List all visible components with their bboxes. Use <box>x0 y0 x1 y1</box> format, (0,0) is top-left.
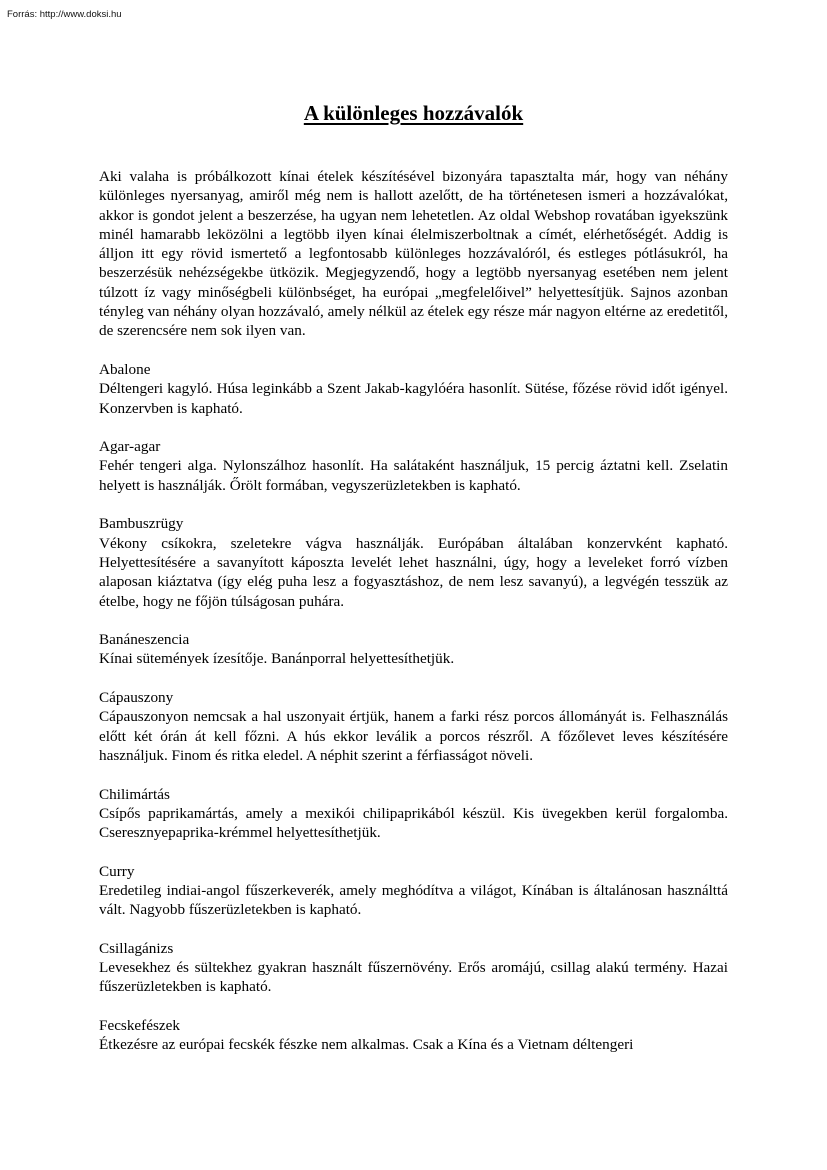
entry-term: Agar-agar <box>99 438 161 456</box>
entry-term: Csillagánizs <box>99 939 174 957</box>
entry-description: Csípős paprikamártás, amely a mexikói chilipaprikából készül. Kis üvegekben kerül forgalomba. Cseresznyepaprika-krémmel helyettesíthetjük. <box>99 804 728 842</box>
entry-term: Cápauszony <box>99 689 174 707</box>
source-note: Forrás: http://www.doksi.hu <box>7 9 122 20</box>
glossary-entry-capauszony <box>99 688 728 765</box>
entry-description: Levesekhez és sültekhez gyakran használt fűszernövény. Erős aromájú, csillag alakú termény. Hazai fűszerüzletekben is kapható. <box>99 959 728 996</box>
entry-description: Fehér tengeri alga. Nylonszálhoz hasonlít. Ha salátaként használjuk, 15 percig áztatni kell. Zselatin helyett is használják. Őrölt formában, vegyszerüzletekben is kapható. <box>99 457 728 494</box>
glossary-entry-agar-agar <box>99 437 728 495</box>
entry-term: Fecskefészek <box>99 1017 180 1035</box>
entry-description: Eredetileg indiai-angol fűszerkeverék, amely meghódítva a világot, Kínában is általánosan használttá vált. Nagyobb fűszerüzletekben is kapható. <box>99 881 728 919</box>
glossary-entry-fecskefeszek <box>99 1016 728 1055</box>
entry-description: Cápauszonyon nemcsak a hal uszonyait értjük, hanem a farki rész porcos állományát is. Felhasználás előtt két órán át kell főzni. A hús ekkor leválik a porcos részről. A főzőlevet leves készítésére használjuk. Finom és ritka eledel. A néphit szerint a férfiasságot növeli. <box>99 708 728 764</box>
entry-term: Curry <box>99 862 135 880</box>
entry-term: Bambuszrügy <box>99 515 184 533</box>
entry-term: Abalone <box>99 360 151 378</box>
glossary-entry-csillaganizs <box>99 939 728 997</box>
glossary-entry-curry <box>99 862 728 920</box>
entry-description: Étkezésre az európai fecskék fészke nem alkalmas. Csak a Kína és a Vietnam déltengeri <box>99 1036 634 1054</box>
entry-description: Déltengeri kagyló. Húsa leginkább a Szent Jakab-kagylóéra hasonlít. Sütése, főzése rövid időt igényel. Konzervben is kapható. <box>99 380 728 417</box>
entry-description: Vékony csíkokra, szeletekre vágva használják. Európában általában konzervként kapható. Helyettesítésére a savanyított káposzta levelét lehet használni, úgy, hogy a leveleket forró vízben alaposan kiáztatva (így elég puha lesz a fogyasztáshoz, de nem lesz savanyú), a legvégén tesszük az ételbe, hogy ne főjön túlságosan puhára. <box>99 534 728 610</box>
entry-term: Chilimártás <box>99 785 170 803</box>
glossary-entry-abalone <box>99 360 728 418</box>
entry-term: Banáneszencia <box>99 631 190 649</box>
document-body <box>99 167 728 1074</box>
glossary-entry-bananeszencia <box>99 630 728 669</box>
page-title: A különleges hozzávalók <box>303 101 524 125</box>
glossary-entry-chilimartas <box>99 785 728 843</box>
intro-paragraph: Aki valaha is próbálkozott kínai ételek készítésével bizonyára tapasztalta már, hogy van néhány különleges nyersanyag, amiről még nem is hallott azelőtt, de ha történetesen ismeri a hozzávalókat, akkor is gondot jelent a beszerzése, ha ugyan nem lehetetlen. Az oldal Webshop rovatában igyekszünk minél hamarabb leközölni a legtöbb ilyen kínai élelmiszerboltnak a címét, elérhetőségét. Addig is álljon itt egy rövid ismertető a legfontosabb különleges hozzávalóról, és estleges pótlásukról, ha beszerzésük nehézségekbe ütközik. Megjegyzendő, hogy a legtöbb nyersanyag esetében nem jelent túlzott íz vagy minőségbeli különbséget, ha európai „megfelelőivel” helyettesítjük. Sajnos azonban tényleg van néhány olyan hozzávaló, amely nélkül az ételek egy része már nagyon eltérne az eredetitől, de szerencsére nem sok ilyen van. <box>99 168 728 340</box>
entry-description: Kínai sütemények ízesítője. Banánporral helyettesíthetjük. <box>99 650 455 668</box>
glossary-entry-bambuszrugy <box>99 514 728 610</box>
